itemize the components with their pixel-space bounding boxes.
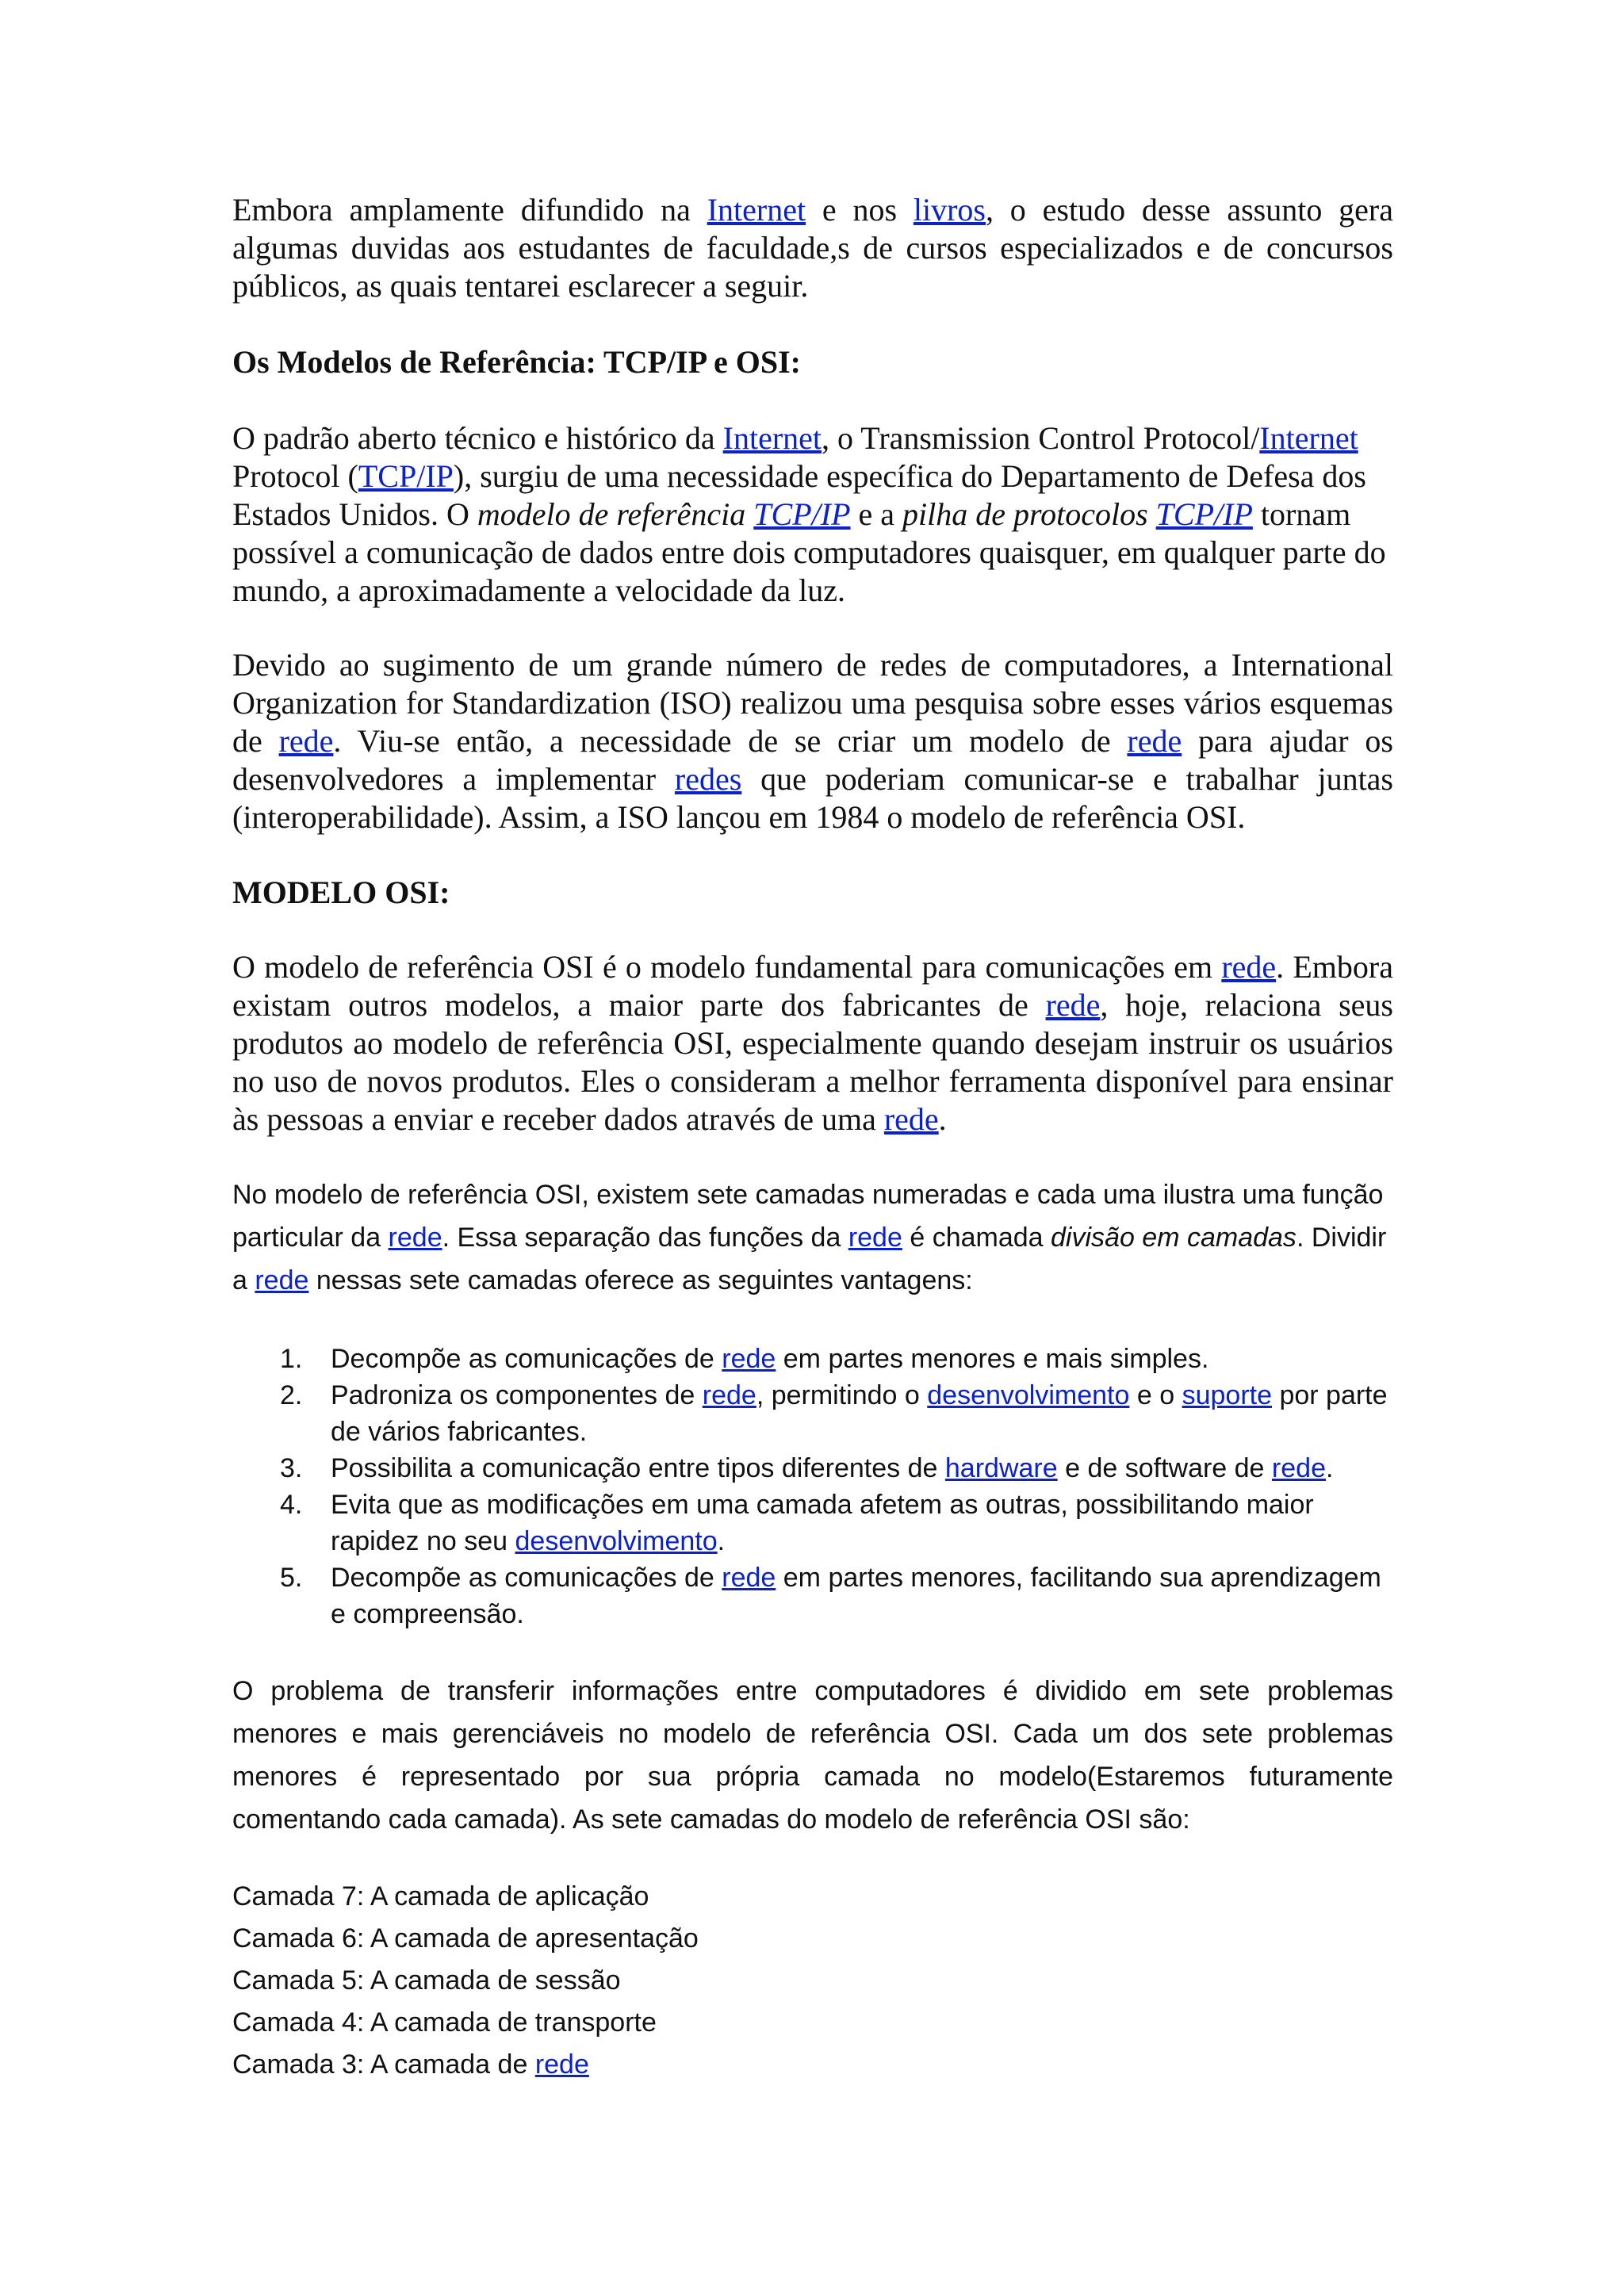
list-item xyxy=(232,1377,1393,1450)
layer-text: Camada 3: A camada de xyxy=(232,2049,535,2080)
item-text: Evita que as modificações em uma camada afetem as outras, possibilitando maior rapidez no seu xyxy=(331,1490,1314,1556)
iso-text-3: para ajudar os desenvolvedores a implementar xyxy=(232,723,1393,797)
list-item xyxy=(232,1341,1393,1377)
link-tcpip[interactable]: TCP/IP xyxy=(753,496,851,532)
item-text: em partes menores, facilitando sua aprendizagem e compreensão. xyxy=(331,1563,1381,1629)
link-rede[interactable]: rede xyxy=(534,2049,589,2080)
osi-text-4: . xyxy=(938,1101,947,1137)
list-item: Camada 7: A camada de aplicação xyxy=(232,1881,649,1911)
heading-osi-model: MODELO OSI: xyxy=(232,874,450,910)
intro-text-2: e nos xyxy=(806,192,914,228)
link-tcpip[interactable]: TCP/IP xyxy=(1155,496,1253,532)
link-rede[interactable]: rede xyxy=(1127,723,1182,759)
tcpip-text-5: e a xyxy=(850,496,903,532)
link-internet[interactable]: Internet xyxy=(1259,420,1358,456)
item-text: . xyxy=(717,1526,726,1556)
item-text: , permitindo o xyxy=(756,1380,928,1410)
layers-text-1: No modelo de referência OSI, existem sete camadas numeradas e cada uma ilustra uma função particular da xyxy=(232,1180,1384,1253)
layers-italic-1: divisão em camadas xyxy=(1051,1223,1297,1253)
layers-text-3: é chamada xyxy=(902,1223,1051,1253)
layers-text-4: . Dividir a xyxy=(232,1223,1387,1295)
tcpip-text-6: tornam possível a comunicação de dados entre dois computadores quaisquer, em qualquer parte do mundo, a aproximadamente a velocidade da luz. xyxy=(232,496,1386,608)
link-hardware[interactable]: hardware xyxy=(944,1453,1058,1483)
tcpip-paragraph xyxy=(232,419,1393,610)
link-rede[interactable]: rede xyxy=(255,1265,309,1295)
item-text: e o xyxy=(1129,1380,1182,1410)
list-item xyxy=(232,1559,1393,1632)
link-rede[interactable]: rede xyxy=(1271,1453,1326,1483)
tcpip-italic-2: pilha de protocolos xyxy=(902,496,1156,532)
layers-intro-paragraph xyxy=(232,1173,1393,1302)
link-tcpip[interactable]: TCP/IP xyxy=(358,458,454,494)
link-rede[interactable]: rede xyxy=(278,723,334,759)
osi-text-2: . Embora existam outros modelos, a maior parte dos fabricantes de xyxy=(232,949,1393,1023)
list-item xyxy=(232,1450,1393,1487)
link-rede[interactable]: rede xyxy=(722,1344,776,1374)
link-rede[interactable]: rede xyxy=(702,1380,756,1410)
item-text: Decompõe as comunicações de xyxy=(331,1344,722,1374)
link-suporte[interactable]: suporte xyxy=(1182,1380,1272,1410)
osi-paragraph xyxy=(232,948,1393,1138)
tcpip-text-4: ), surgiu de uma necessidade específica do Departamento de Defesa dos Estados Unidos. O xyxy=(232,458,1366,532)
link-rede[interactable]: rede xyxy=(848,1223,902,1253)
link-rede[interactable]: rede xyxy=(1045,987,1101,1023)
list-item: Camada 4: A camada de transporte xyxy=(232,2007,657,2038)
link-desenvolvimento[interactable]: desenvolvimento xyxy=(515,1526,718,1556)
intro-paragraph xyxy=(232,191,1393,305)
layers-text-2: . Essa separação das funções da xyxy=(442,1223,848,1253)
item-text: . xyxy=(1325,1453,1334,1483)
osi-text-3: , hoje, relaciona seus produtos ao modelo de referência OSI, especialmente quando desejam instruir os usuários no uso de novos produtos. Eles o consideram a melhor ferramenta disponível para ensinar às pessoas a enviar e receber dados através de uma xyxy=(232,987,1393,1137)
item-text: Decompõe as comunicações de xyxy=(331,1563,722,1593)
link-internet[interactable]: Internet xyxy=(707,192,806,228)
tcpip-text-3: Protocol ( xyxy=(232,458,358,494)
iso-text-4: que poderiam comunicar-se e trabalhar juntas (interoperabilidade). Assim, a ISO lançou em 1984 o modelo de referência OSI. xyxy=(232,761,1393,835)
advantages-list xyxy=(232,1341,1393,1632)
list-item xyxy=(232,2044,1393,2086)
tcpip-italic-1: modelo de referência xyxy=(477,496,754,532)
list-number: 1. xyxy=(280,1344,303,1374)
tcpip-text-2: , o Transmission Control Protocol/ xyxy=(822,420,1260,456)
item-text: em partes menores e mais simples. xyxy=(776,1344,1209,1374)
list-item: Camada 5: A camada de sessão xyxy=(232,1965,621,1996)
list-number: 3. xyxy=(280,1453,303,1483)
intro-text-1: Embora amplamente difundido na xyxy=(232,192,707,228)
item-text: por parte de vários fabricantes. xyxy=(331,1380,1388,1447)
link-rede[interactable]: rede xyxy=(883,1101,939,1137)
iso-paragraph xyxy=(232,646,1393,836)
item-text: e de software de xyxy=(1057,1453,1272,1483)
link-rede[interactable]: rede xyxy=(1221,949,1277,985)
list-item: Camada 6: A camada de apresentação xyxy=(232,1923,699,1954)
intro-text-3: , o estudo desse assunto gera algumas duvidas aos estudantes de faculdade,s de cursos especializados e de concursos públicos, as quais tentarei esclarecer a seguir. xyxy=(232,192,1394,304)
osi-layers-list xyxy=(232,1876,1393,2086)
list-number: 4. xyxy=(280,1490,303,1520)
osi-text-1: O modelo de referência OSI é o modelo fundamental para comunicações em xyxy=(232,949,1222,985)
link-internet[interactable]: Internet xyxy=(722,420,822,456)
iso-text-2: . Viu-se então, a necessidade de se criar um modelo de xyxy=(333,723,1128,759)
link-livros[interactable]: livros xyxy=(913,192,986,228)
link-rede[interactable]: rede xyxy=(722,1563,776,1593)
problem-paragraph: O problema de transferir informações entre computadores é dividido em sete problemas menores e mais gerenciáveis no modelo de referência OSI. Cada um dos sete problemas menores é representado por sua própria camada no modelo(Estaremos futuramente comentando cada camada). As sete camadas do modelo de referência OSI são: xyxy=(232,1676,1393,1835)
tcpip-text-1: O padrão aberto técnico e histórico da xyxy=(232,420,723,456)
heading-reference-models: Os Modelos de Referência: TCP/IP e OSI: xyxy=(232,344,801,380)
layers-text-5: nessas sete camadas oferece as seguintes vantagens: xyxy=(308,1265,973,1295)
item-text: Padroniza os componentes de xyxy=(331,1380,703,1410)
link-rede[interactable]: rede xyxy=(388,1223,442,1253)
list-item xyxy=(232,1487,1393,1559)
iso-text-1: Devido ao sugimento de um grande número de redes de computadores, a International Organization for Standardization (ISO) realizou uma pesquisa sobre esses vários esquemas de xyxy=(232,647,1393,759)
list-number: 5. xyxy=(280,1563,303,1593)
link-desenvolvimento[interactable]: desenvolvimento xyxy=(927,1380,1130,1410)
item-text: Possibilita a comunicação entre tipos diferentes de xyxy=(331,1453,945,1483)
link-redes[interactable]: redes xyxy=(674,761,742,797)
list-number: 2. xyxy=(280,1380,303,1410)
